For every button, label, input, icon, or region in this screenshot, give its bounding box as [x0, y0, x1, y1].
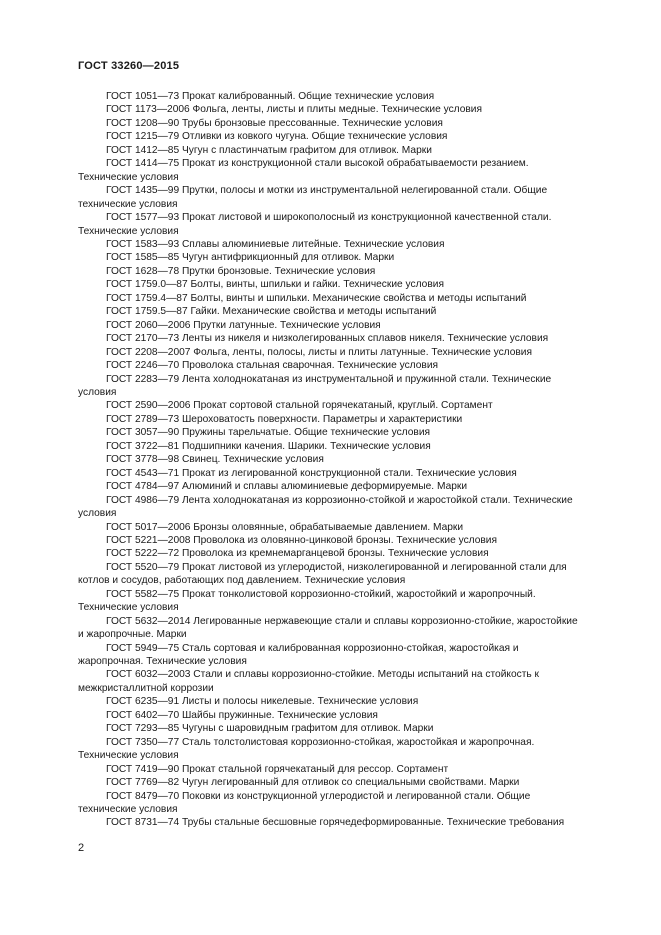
reference-item: ГОСТ 1208—90 Трубы бронзовые прессованные. Технические условия: [106, 117, 443, 129]
reference-item: ГОСТ 1759.5—87 Гайки. Механические свойства и методы испытаний: [106, 306, 437, 318]
reference-item: ГОСТ 6402—70 Шайбы пружинные. Технические условия: [106, 709, 378, 721]
reference-item: ГОСТ 1759.0—87 Болты, винты, шпильки и гайки. Технические условия: [106, 279, 444, 291]
reference-item: ГОСТ 1583—93 Сплавы алюминиевые литейные. Технические условия: [106, 238, 445, 250]
reference-item: ГОСТ 3057—90 Пружины тарельчатые. Общие технические условия: [106, 427, 431, 439]
reference-item: ГОСТ 4543—71 Прокат из легированной конструкционной стали. Технические условия: [106, 467, 517, 479]
reference-item: ГОСТ 1628—78 Прутки бронзовые. Технические условия: [106, 265, 376, 277]
reference-item: ГОСТ 2246—70 Проволока стальная сварочная. Технические условия: [106, 360, 439, 372]
reference-item: ГОСТ 5582—75 Прокат тонколистовой коррозионно-стойкий, жаростойкий и жаропрочный. Технические условия: [78, 588, 536, 614]
reference-list: [78, 90, 585, 830]
reference-item: ГОСТ 2170—73 Ленты из никеля и низколегированных сплавов никеля. Технические условия: [106, 333, 549, 345]
reference-item: ГОСТ 2283—79 Лента холоднокатаная из инструментальной и пружинной стали. Технические условия: [78, 373, 552, 398]
reference-item: ГОСТ 2789—73 Шероховатость поверхности. Параметры и характеристики: [106, 413, 463, 425]
reference-item: ГОСТ 5221—2008 Проволока из оловянно-цинковой бронзы. Технические условия: [106, 534, 498, 546]
reference-item: ГОСТ 5017—2006 Бронзы оловянные, обрабатываемые давлением. Марки: [106, 521, 464, 533]
reference-item: ГОСТ 6235—91 Листы и полосы никелевые. Технические условия: [106, 696, 419, 708]
reference-item: ГОСТ 5632—2014 Легированные нержавеющие стали и сплавы коррозионно-стойкие, жаростойкие и жаропрочные. Марки: [78, 615, 578, 641]
reference-item: ГОСТ 7769—82 Чугун легированный для отливок со специальными свойствами. Марки: [106, 777, 520, 789]
reference-item: ГОСТ 4784—97 Алюминий и сплавы алюминиевые деформируемые. Марки: [106, 481, 468, 493]
reference-item: ГОСТ 3778—98 Свинец. Технические условия: [106, 454, 324, 466]
reference-item: ГОСТ 1173—2006 Фольга, ленты, листы и плиты медные. Технические условия: [106, 104, 483, 116]
reference-item: ГОСТ 2208—2007 Фольга, ленты, полосы, листы и плиты латунные. Технические условия: [106, 346, 533, 358]
reference-item: ГОСТ 1585—85 Чугун антифрикционный для отливок. Марки: [106, 252, 395, 264]
reference-item: ГОСТ 1414—75 Прокат из конструкционной стали высокой обрабатываемости резанием. Технические условия: [78, 158, 529, 183]
document-header: ГОСТ 33260—2015: [78, 60, 180, 72]
reference-item: ГОСТ 1759.4—87 Болты, винты и шпильки. Механические свойства и методы испытаний: [106, 292, 527, 304]
reference-item: ГОСТ 1435—99 Прутки, полосы и мотки из инструментальной нелегированной стали. Общие технические условия: [78, 185, 548, 210]
reference-item: ГОСТ 5949—75 Сталь сортовая и калиброванная коррозионно-стойкая, жаростойкая и жаропрочная. Технические условия: [78, 642, 519, 668]
page-number: 2: [78, 842, 85, 854]
reference-item: ГОСТ 5222—72 Проволока из кремнемарганцевой бронзы. Технические условия: [106, 548, 489, 560]
reference-item: ГОСТ 1577—93 Прокат листовой и широкополосный из конструкционной качественной стали. Технические условия: [78, 212, 552, 237]
reference-item: ГОСТ 1215—79 Отливки из ковкого чугуна. Общие технические условия: [106, 131, 448, 143]
reference-item: ГОСТ 4986—79 Лента холоднокатаная из коррозионно-стойкой и жаростойкой стали. Технические условия: [78, 494, 573, 520]
reference-item: ГОСТ 2060—2006 Прутки латунные. Технические условия: [106, 319, 381, 331]
reference-item: ГОСТ 8479—70 Поковки из конструкционной углеродистой и легированной стали. Общие технические условия: [78, 790, 531, 816]
reference-item: ГОСТ 8731—74 Трубы стальные бесшовные горячедеформированные. Технические требования: [106, 817, 565, 829]
reference-item: ГОСТ 1412—85 Чугун с пластинчатым графитом для отливок. Марки: [106, 144, 432, 156]
reference-item: ГОСТ 3722—81 Подшипники качения. Шарики. Технические условия: [106, 440, 431, 452]
reference-item: ГОСТ 2590—2006 Прокат сортовой стальной горячекатаный, круглый. Сортамент: [106, 400, 493, 412]
reference-item: ГОСТ 1051—73 Прокат калиброванный. Общие технические условия: [106, 91, 435, 102]
reference-item: ГОСТ 6032—2003 Стали и сплавы коррозионно-стойкие. Методы испытаний на стойкость к межкристаллитной коррозии: [78, 669, 539, 694]
reference-item: ГОСТ 5520—79 Прокат листовой из углеродистой, низколегированной и легированной стали для котлов и сосудов, работающих под давлением. Технические условия: [78, 561, 567, 587]
reference-item: ГОСТ 7350—77 Сталь толстолистовая коррозионно-стойкая, жаростойкая и жаропрочная. Технические условия: [78, 736, 535, 762]
reference-item: ГОСТ 7419—90 Прокат стальной горячекатаный для рессор. Сортамент: [106, 763, 449, 775]
reference-item: ГОСТ 7293—85 Чугуны с шаровидным графитом для отливок. Марки: [106, 723, 434, 735]
